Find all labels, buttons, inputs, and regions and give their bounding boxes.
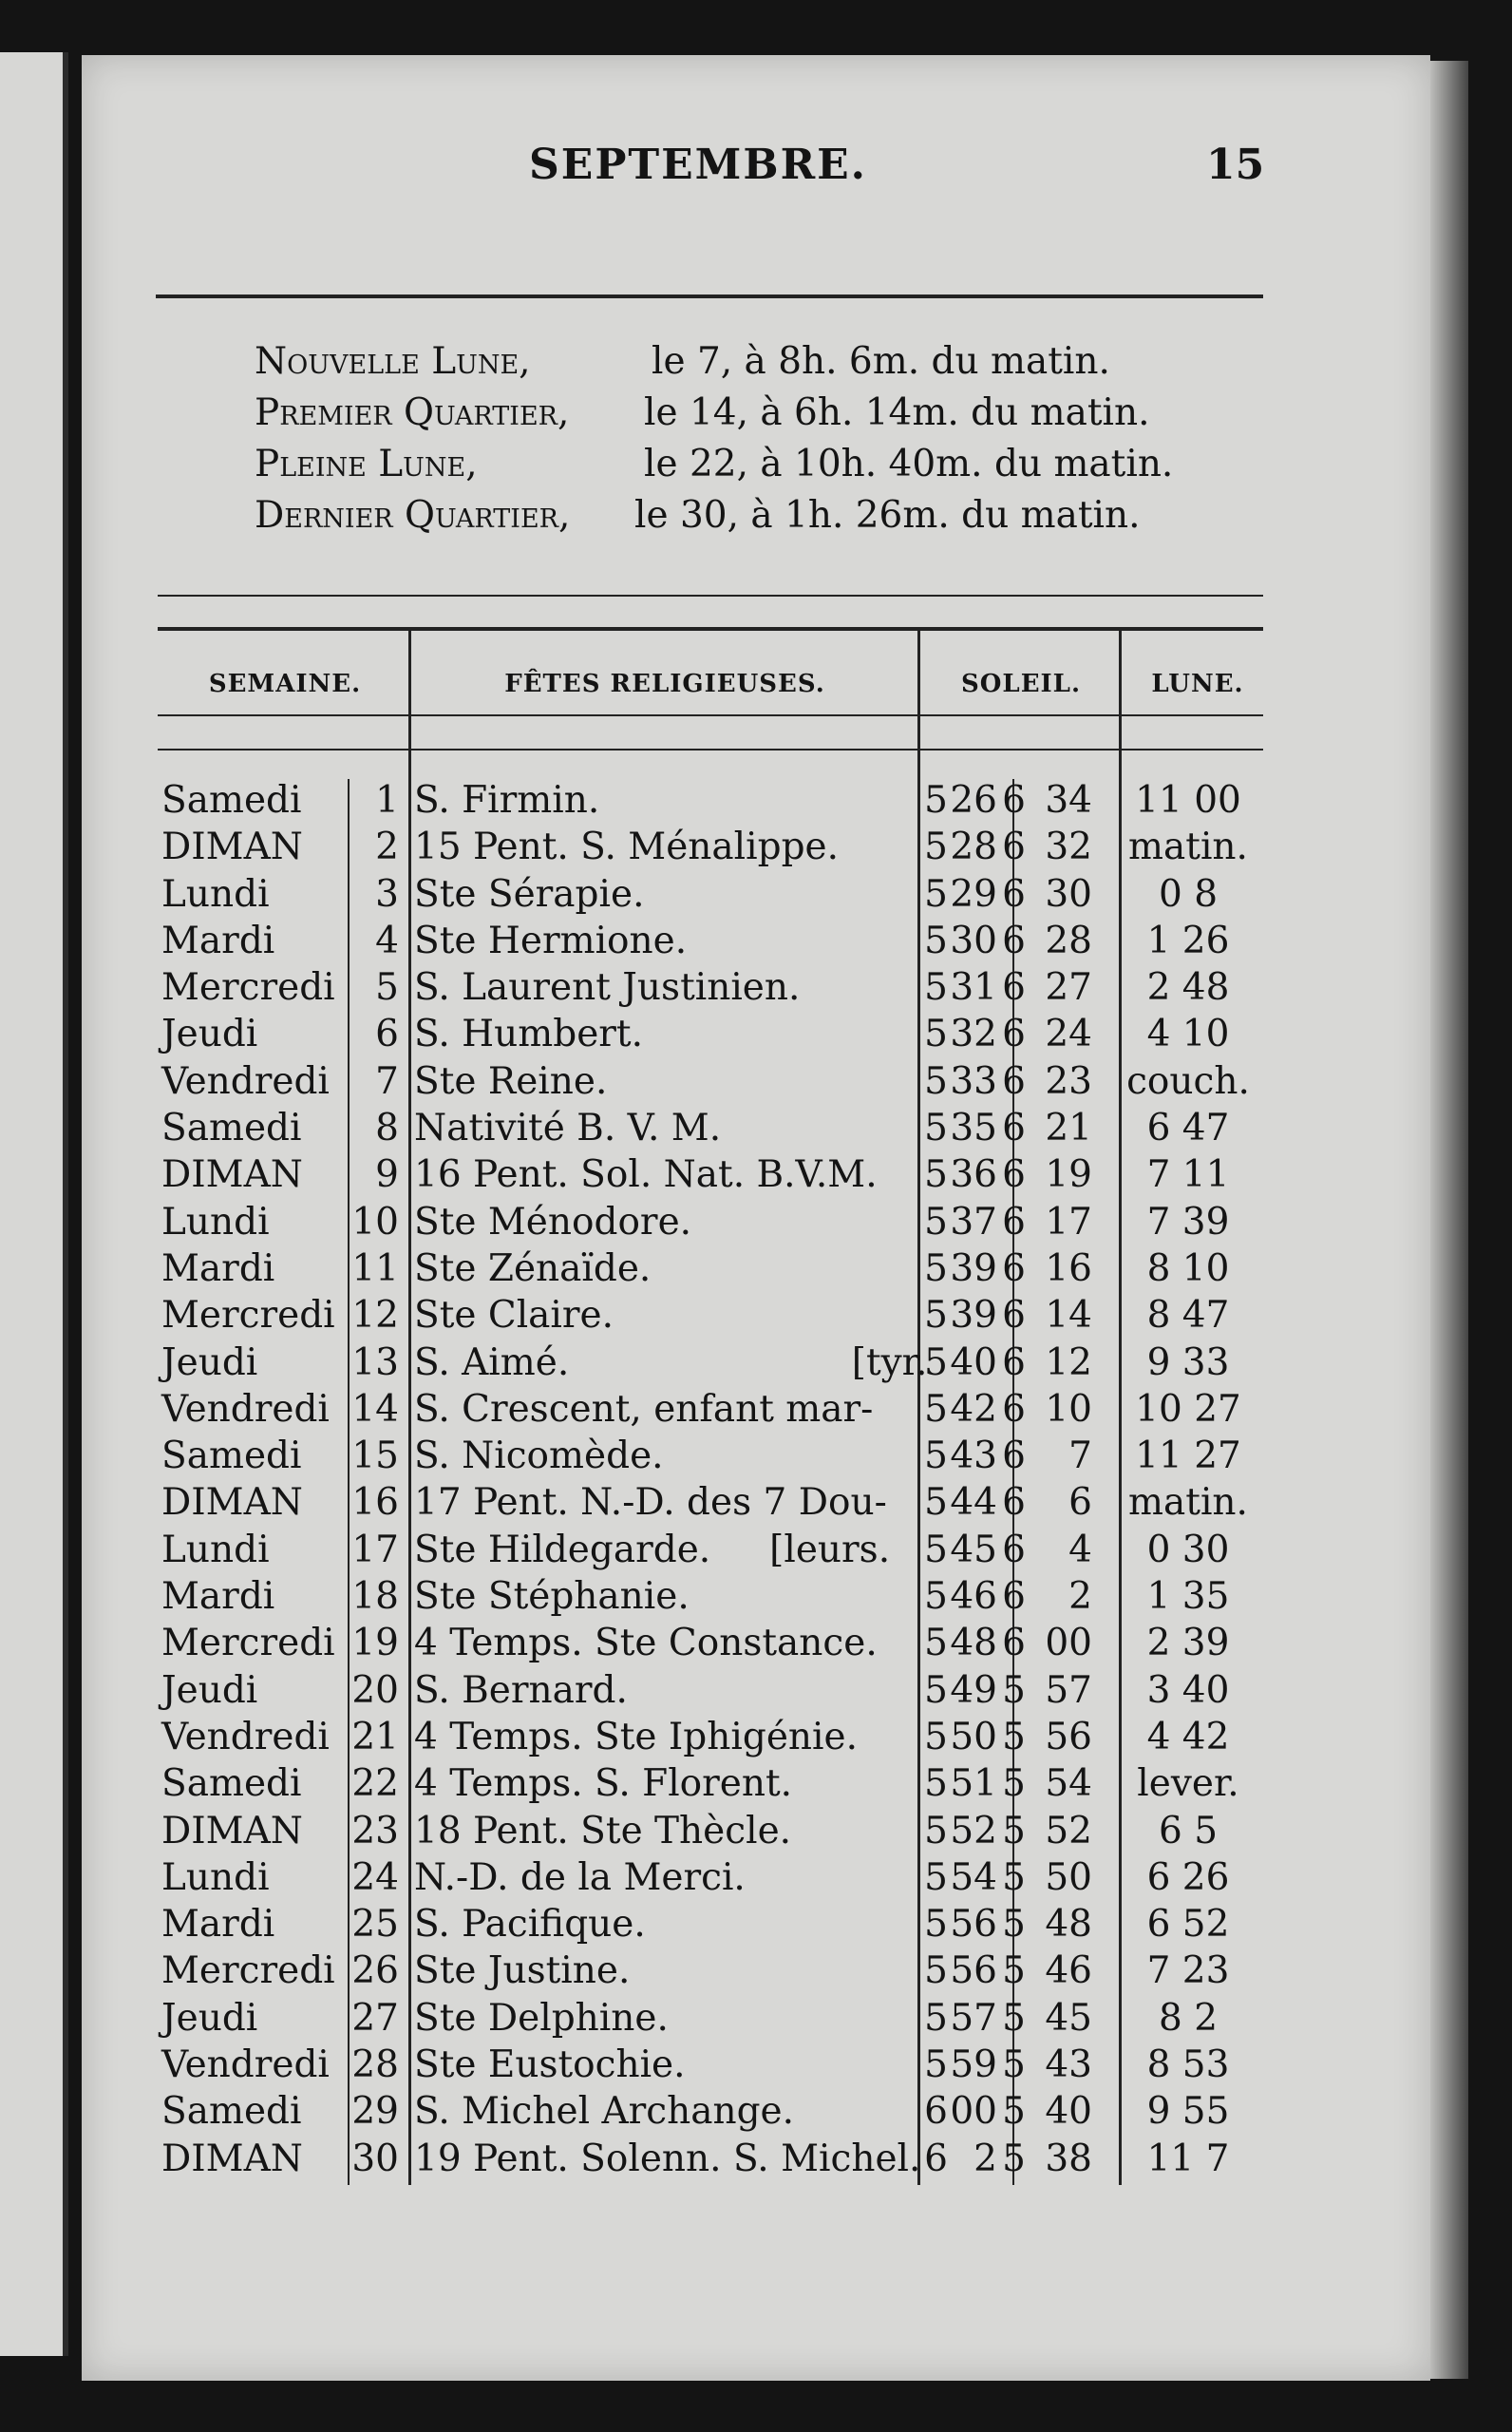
- moon-time: couch.: [1126, 1059, 1250, 1103]
- sunrise-minute: 37: [950, 1200, 997, 1244]
- day-feast: Nativité B. V. M.: [414, 1107, 722, 1150]
- day-row: [158, 777, 1278, 824]
- moon-time: 11 00: [1135, 779, 1241, 822]
- day-row: [158, 1199, 1278, 1245]
- day-number: 18: [351, 1575, 399, 1619]
- moon-time: 6 5: [1158, 1809, 1219, 1852]
- day-number: 4: [375, 919, 399, 962]
- day-feast: Ste Sérapie.: [414, 872, 645, 916]
- sunrise-minute: 2: [973, 2137, 997, 2180]
- day-row: [158, 1714, 1278, 1760]
- day-row: [158, 964, 1278, 1011]
- sunrise-minute: 49: [950, 1668, 997, 1712]
- sunrise-hour: 5: [924, 1668, 948, 1712]
- moon-time: 1 35: [1146, 1575, 1230, 1619]
- sunset-minute: 46: [1045, 1949, 1092, 1993]
- day-row: [158, 1151, 1278, 1198]
- day-number: 9: [375, 1153, 399, 1197]
- day-number: 24: [351, 1855, 399, 1899]
- sunrise-hour: 5: [924, 1996, 948, 2040]
- sunrise-minute: 52: [950, 1809, 997, 1852]
- sunset-hour: 5: [1002, 2043, 1026, 2087]
- moon-time: 9 33: [1146, 1340, 1230, 1384]
- day-number: 13: [351, 1340, 399, 1384]
- sunrise-minute: 48: [950, 1622, 997, 1665]
- sunrise-hour: 5: [924, 1622, 948, 1665]
- sunset-minute: 48: [1045, 1903, 1092, 1947]
- sunrise-hour: 5: [924, 1153, 948, 1197]
- moon-phase-detail: le 7, à 8h. 6m. du matin.: [652, 340, 1110, 383]
- sunset-minute: 14: [1045, 1294, 1092, 1338]
- sunset-minute: 19: [1045, 1153, 1092, 1197]
- sunrise-minute: 46: [950, 1575, 997, 1619]
- day-weekday: Vendredi: [161, 1715, 330, 1758]
- sunset-minute: 4: [1068, 1528, 1092, 1571]
- adjacent-page-strip: [0, 52, 68, 2356]
- sunrise-minute: 35: [950, 1107, 997, 1150]
- day-row: [158, 1527, 1278, 1573]
- moon-phase-detail: le 30, à 1h. 26m. du matin.: [634, 494, 1141, 537]
- sunrise-hour: 5: [924, 1809, 948, 1852]
- day-row: [158, 2136, 1278, 2182]
- sunset-hour: 6: [1002, 1434, 1026, 1478]
- sunset-hour: 5: [1002, 1855, 1026, 1899]
- moon-time: 0 8: [1158, 872, 1219, 916]
- column-header-lune: LUNE.: [1151, 670, 1244, 698]
- sunrise-hour: 5: [924, 1059, 948, 1103]
- moon-phase-detail: le 22, à 10h. 40m. du matin.: [644, 443, 1174, 485]
- sunset-hour: 6: [1002, 872, 1026, 916]
- header-rule: [156, 294, 1263, 298]
- moon-time: 1 26: [1146, 919, 1230, 962]
- day-row: [158, 824, 1278, 870]
- day-weekday: Mardi: [161, 1246, 275, 1290]
- day-feast: Ste Delphine.: [414, 1996, 669, 2040]
- moon-time: 6 26: [1146, 1855, 1230, 1899]
- day-weekday: DIMAN: [161, 826, 303, 869]
- sunset-hour: 6: [1002, 1622, 1026, 1665]
- day-weekday: Jeudi: [161, 1340, 258, 1384]
- day-row: [158, 1340, 1278, 1386]
- sunset-hour: 6: [1002, 1387, 1026, 1431]
- sunset-minute: 17: [1045, 1200, 1092, 1244]
- day-feast: S. Aimé. [tyr.: [414, 1340, 928, 1384]
- day-row: [158, 1760, 1278, 1807]
- day-number: 27: [351, 1996, 399, 2040]
- sunrise-minute: 45: [950, 1528, 997, 1571]
- sunrise-hour: 5: [924, 1434, 948, 1478]
- sunrise-minute: 43: [950, 1434, 997, 1478]
- day-weekday: Samedi: [161, 1762, 302, 1806]
- moon-time: 6 47: [1146, 1107, 1230, 1150]
- sunrise-minute: 30: [950, 919, 997, 962]
- day-weekday: DIMAN: [161, 1809, 303, 1852]
- sunset-minute: 56: [1045, 1715, 1092, 1758]
- day-row: [158, 1901, 1278, 1948]
- day-weekday: Mercredi: [161, 1949, 335, 1993]
- moon-time: 7 39: [1146, 1200, 1230, 1244]
- day-weekday: Vendredi: [161, 1387, 330, 1431]
- day-feast: 19 Pent. Solenn. S. Michel.: [414, 2137, 921, 2180]
- sunset-hour: 6: [1002, 1246, 1026, 1290]
- moon-phase-detail: le 14, à 6h. 14m. du matin.: [644, 391, 1150, 434]
- sunrise-minute: 57: [950, 1996, 997, 2040]
- day-feast: S. Pacifique.: [414, 1903, 646, 1947]
- sunset-hour: 6: [1002, 966, 1026, 1010]
- moon-time: 7 11: [1146, 1153, 1230, 1197]
- sunrise-minute: 59: [950, 2043, 997, 2087]
- table-body-top-rule: [158, 749, 1263, 750]
- day-weekday: DIMAN: [161, 2137, 303, 2180]
- day-row: [158, 2088, 1278, 2135]
- day-number: 17: [351, 1528, 399, 1571]
- day-feast: Ste Eustochie.: [414, 2043, 686, 2087]
- day-number: 3: [375, 872, 399, 916]
- column-header-soleil: SOLEIL.: [960, 670, 1082, 698]
- day-feast: N.-D. de la Merci.: [414, 1855, 746, 1899]
- day-weekday: Samedi: [161, 1107, 302, 1150]
- day-feast: S. Humbert.: [414, 1013, 643, 1056]
- day-number: 14: [351, 1387, 399, 1431]
- sunrise-minute: 44: [950, 1481, 997, 1525]
- day-number: 30: [351, 2137, 399, 2180]
- day-row: [158, 1479, 1278, 1526]
- day-row: [158, 1058, 1278, 1105]
- moon-time: 8 2: [1158, 1996, 1219, 2040]
- sunrise-hour: 5: [924, 1481, 948, 1525]
- sunset-hour: 6: [1002, 1059, 1026, 1103]
- day-weekday: Samedi: [161, 1434, 302, 1478]
- sunrise-minute: 33: [950, 1059, 997, 1103]
- day-number: 15: [351, 1434, 399, 1478]
- day-weekday: Mercredi: [161, 1622, 335, 1665]
- sunrise-minute: 40: [950, 1340, 997, 1384]
- day-weekday: Jeudi: [161, 1996, 258, 2040]
- sunrise-hour: 5: [924, 1387, 948, 1431]
- sunset-minute: 54: [1045, 1762, 1092, 1806]
- sunrise-hour: 5: [924, 1013, 948, 1056]
- sunrise-hour: 5: [924, 1528, 948, 1571]
- header-bottom-rule: [158, 714, 1263, 716]
- day-weekday: Samedi: [161, 779, 302, 822]
- sunrise-minute: 54: [950, 1855, 997, 1899]
- sunrise-hour: 5: [924, 1762, 948, 1806]
- sunrise-minute: 39: [950, 1294, 997, 1338]
- moon-time: 3 40: [1146, 1668, 1230, 1712]
- day-weekday: DIMAN: [161, 1153, 303, 1197]
- day-weekday: Mardi: [161, 1575, 275, 1619]
- sunset-minute: 50: [1045, 1855, 1092, 1899]
- day-feast: S. Nicomède.: [414, 1434, 664, 1478]
- day-weekday: Lundi: [161, 1200, 270, 1244]
- sunrise-hour: 5: [924, 919, 948, 962]
- column-header-semaine: SEMAINE.: [208, 670, 362, 698]
- sunrise-hour: 5: [924, 1200, 948, 1244]
- day-weekday: Mardi: [161, 1903, 275, 1947]
- moon-time: 7 23: [1146, 1949, 1230, 1993]
- day-feast: 4 Temps. Ste Iphigénie.: [414, 1715, 858, 1758]
- sunset-minute: 2: [1068, 1575, 1092, 1619]
- day-number: 19: [351, 1622, 399, 1665]
- sunset-hour: 5: [1002, 1949, 1026, 1993]
- moon-time: matin.: [1128, 1481, 1248, 1525]
- sunset-minute: 38: [1045, 2137, 1092, 2180]
- sunrise-hour: 5: [924, 1575, 948, 1619]
- day-row: [158, 1667, 1278, 1714]
- day-number: 1: [375, 779, 399, 822]
- day-number: 6: [375, 1013, 399, 1056]
- sunset-hour: 5: [1002, 2137, 1026, 2180]
- day-row: [158, 1808, 1278, 1854]
- sunrise-hour: 5: [924, 826, 948, 869]
- moon-time: 0 30: [1146, 1528, 1230, 1571]
- moon-phase-row: [255, 340, 1299, 391]
- table-top-rule: [158, 627, 1263, 631]
- day-row: [158, 1011, 1278, 1057]
- moon-time: 6 52: [1146, 1903, 1230, 1947]
- day-row: [158, 918, 1278, 964]
- sunset-minute: 32: [1045, 826, 1092, 869]
- sunset-minute: 40: [1045, 2090, 1092, 2134]
- day-number: 7: [375, 1059, 399, 1103]
- day-number: 8: [375, 1107, 399, 1150]
- day-weekday: Vendredi: [161, 2043, 330, 2087]
- day-row: [158, 1948, 1278, 1994]
- sunrise-hour: 6: [924, 2090, 948, 2134]
- sunrise-minute: 29: [950, 872, 997, 916]
- day-feast: 16 Pent. Sol. Nat. B.V.M.: [414, 1153, 878, 1197]
- day-row: [158, 1105, 1278, 1151]
- day-row: [158, 871, 1278, 918]
- moon-phase-row: [255, 391, 1299, 443]
- day-weekday: DIMAN: [161, 1481, 303, 1525]
- sunset-minute: 12: [1045, 1340, 1092, 1384]
- day-number: 23: [351, 1809, 399, 1852]
- sunrise-minute: 32: [950, 1013, 997, 1056]
- moon-time: 8 47: [1146, 1294, 1230, 1338]
- moon-phase-name: Premier Quartier,: [255, 391, 570, 434]
- moon-time: lever.: [1137, 1762, 1239, 1806]
- sunset-minute: 00: [1045, 1622, 1092, 1665]
- sunrise-hour: 5: [924, 1949, 948, 1993]
- day-weekday: Lundi: [161, 1528, 270, 1571]
- moon-time: 4 42: [1146, 1715, 1230, 1758]
- sunset-hour: 6: [1002, 919, 1026, 962]
- sunrise-hour: 5: [924, 966, 948, 1010]
- day-feast: Ste Hildegarde. [leurs.: [414, 1528, 891, 1571]
- day-weekday: Mardi: [161, 919, 275, 962]
- sunset-minute: 28: [1045, 919, 1092, 962]
- moon-time: matin.: [1128, 826, 1248, 869]
- day-feast: S. Bernard.: [414, 1668, 628, 1712]
- day-feast: S. Firmin.: [414, 779, 600, 822]
- day-weekday: Lundi: [161, 872, 270, 916]
- phases-rule: [158, 595, 1263, 597]
- sunrise-hour: 5: [924, 1246, 948, 1290]
- sunrise-minute: 56: [950, 1903, 997, 1947]
- day-number: 26: [351, 1949, 399, 1993]
- sunset-minute: 52: [1045, 1809, 1092, 1852]
- day-number: 10: [351, 1200, 399, 1244]
- day-table: [158, 777, 1278, 2182]
- sunrise-minute: 51: [950, 1762, 997, 1806]
- day-row: [158, 1292, 1278, 1339]
- page-edge: [1430, 61, 1468, 2379]
- moon-time: 11 7: [1146, 2137, 1230, 2180]
- sunset-minute: 57: [1045, 1668, 1092, 1712]
- day-number: 25: [351, 1903, 399, 1947]
- day-row: [158, 2042, 1278, 2088]
- sunset-minute: 27: [1045, 966, 1092, 1010]
- moon-time: 2 48: [1146, 966, 1230, 1010]
- day-weekday: Mercredi: [161, 966, 335, 1010]
- moon-time: 8 53: [1146, 2043, 1230, 2087]
- day-number: 20: [351, 1668, 399, 1712]
- moon-phase-row: [255, 494, 1299, 545]
- day-weekday: Jeudi: [161, 1013, 258, 1056]
- day-row: [158, 1433, 1278, 1479]
- day-feast: 17 Pent. N.-D. des 7 Dou-: [414, 1481, 887, 1525]
- sunset-minute: 30: [1045, 872, 1092, 916]
- day-feast: 18 Pent. Ste Thècle.: [414, 1809, 792, 1852]
- moon-phase-row: [255, 443, 1299, 494]
- sunrise-minute: 36: [950, 1153, 997, 1197]
- day-row: [158, 1573, 1278, 1620]
- sunset-hour: 6: [1002, 1013, 1026, 1056]
- moon-phase-name: Pleine Lune,: [255, 443, 478, 485]
- day-number: 22: [351, 1762, 399, 1806]
- day-row: [158, 1245, 1278, 1292]
- day-weekday: Vendredi: [161, 1059, 330, 1103]
- day-feast: S. Laurent Justinien.: [414, 966, 801, 1010]
- day-weekday: Jeudi: [161, 1668, 258, 1712]
- day-feast: Ste Justine.: [414, 1949, 631, 1993]
- sunrise-hour: 5: [924, 1903, 948, 1947]
- sunrise-minute: 28: [950, 826, 997, 869]
- sunset-minute: 21: [1045, 1107, 1092, 1150]
- moon-time: 9 55: [1146, 2090, 1230, 2134]
- moon-time: 11 27: [1135, 1434, 1241, 1478]
- sunset-hour: 6: [1002, 1481, 1026, 1525]
- sunset-hour: 6: [1002, 1294, 1026, 1338]
- sunset-minute: 43: [1045, 2043, 1092, 2087]
- moon-time: 2 39: [1146, 1622, 1230, 1665]
- sunset-hour: 6: [1002, 1107, 1026, 1150]
- sunset-hour: 5: [1002, 1903, 1026, 1947]
- day-number: 28: [351, 2043, 399, 2087]
- day-feast: Ste Hermione.: [414, 919, 688, 962]
- sunrise-hour: 5: [924, 1107, 948, 1150]
- sunrise-minute: 39: [950, 1246, 997, 1290]
- day-feast: Ste Stéphanie.: [414, 1575, 690, 1619]
- moon-phase-name: Dernier Quartier,: [255, 494, 571, 537]
- day-number: 12: [351, 1294, 399, 1338]
- sunset-hour: 6: [1002, 1340, 1026, 1384]
- moon-time: 4 10: [1146, 1013, 1230, 1056]
- sunset-minute: 10: [1045, 1387, 1092, 1431]
- sunset-minute: 16: [1045, 1246, 1092, 1290]
- sunset-hour: 6: [1002, 1575, 1026, 1619]
- day-feast: Ste Ménodore.: [414, 1200, 692, 1244]
- day-weekday: Samedi: [161, 2090, 302, 2134]
- sunrise-hour: 5: [924, 872, 948, 916]
- moon-phase-name: Nouvelle Lune,: [255, 340, 531, 383]
- sunset-hour: 5: [1002, 1762, 1026, 1806]
- sunrise-hour: 6: [924, 2137, 948, 2180]
- sunset-hour: 6: [1002, 1153, 1026, 1197]
- sunset-minute: 6: [1068, 1481, 1092, 1525]
- day-feast: Ste Zénaïde.: [414, 1246, 652, 1290]
- day-number: 29: [351, 2090, 399, 2134]
- day-row: [158, 1620, 1278, 1666]
- sunset-minute: 23: [1045, 1059, 1092, 1103]
- moon-time: 8 10: [1146, 1246, 1230, 1290]
- sunrise-minute: 00: [950, 2090, 997, 2134]
- sunrise-hour: 5: [924, 1715, 948, 1758]
- day-number: 2: [375, 826, 399, 869]
- sunrise-hour: 5: [924, 2043, 948, 2087]
- sunrise-hour: 5: [924, 1340, 948, 1384]
- sunset-hour: 6: [1002, 1528, 1026, 1571]
- sunrise-hour: 5: [924, 1855, 948, 1899]
- day-feast: 4 Temps. Ste Constance.: [414, 1622, 878, 1665]
- sunrise-minute: 56: [950, 1949, 997, 1993]
- day-feast: 4 Temps. S. Florent.: [414, 1762, 793, 1806]
- day-number: 11: [351, 1246, 399, 1290]
- day-weekday: Mercredi: [161, 1294, 335, 1338]
- sunset-minute: 45: [1045, 1996, 1092, 2040]
- day-row: [158, 1995, 1278, 2042]
- day-row: [158, 1386, 1278, 1433]
- sunset-minute: 24: [1045, 1013, 1092, 1056]
- sunrise-minute: 26: [950, 779, 997, 822]
- day-weekday: Lundi: [161, 1855, 270, 1899]
- day-feast: Ste Reine.: [414, 1059, 608, 1103]
- moon-time: 10 27: [1135, 1387, 1241, 1431]
- sunset-hour: 5: [1002, 1668, 1026, 1712]
- page-number: 15: [1206, 141, 1265, 189]
- day-number: 5: [375, 966, 399, 1010]
- day-feast: Ste Claire.: [414, 1294, 614, 1338]
- sunset-minute: 7: [1068, 1434, 1092, 1478]
- day-feast: S. Michel Archange.: [414, 2090, 795, 2134]
- sunset-hour: 5: [1002, 1996, 1026, 2040]
- sunset-hour: 6: [1002, 1200, 1026, 1244]
- sunset-hour: 5: [1002, 1809, 1026, 1852]
- sunset-minute: 34: [1045, 779, 1092, 822]
- day-row: [158, 1854, 1278, 1901]
- page-title: SEPTEMBRE.: [529, 141, 867, 189]
- sunrise-hour: 5: [924, 779, 948, 822]
- sunrise-hour: 5: [924, 1294, 948, 1338]
- day-number: 21: [351, 1715, 399, 1758]
- sunset-hour: 6: [1002, 779, 1026, 822]
- sunset-hour: 5: [1002, 1715, 1026, 1758]
- sunrise-minute: 50: [950, 1715, 997, 1758]
- column-header-fetes: FÊTES RELIGIEUSES.: [504, 670, 825, 698]
- day-feast: 15 Pent. S. Ménalippe.: [414, 826, 840, 869]
- day-feast: S. Crescent, enfant mar-: [414, 1387, 874, 1431]
- day-number: 16: [351, 1481, 399, 1525]
- moon-phases: [255, 340, 1299, 545]
- sunrise-minute: 31: [950, 966, 997, 1010]
- sunset-hour: 5: [1002, 2090, 1026, 2134]
- sunset-hour: 6: [1002, 826, 1026, 869]
- sunrise-minute: 42: [950, 1387, 997, 1431]
